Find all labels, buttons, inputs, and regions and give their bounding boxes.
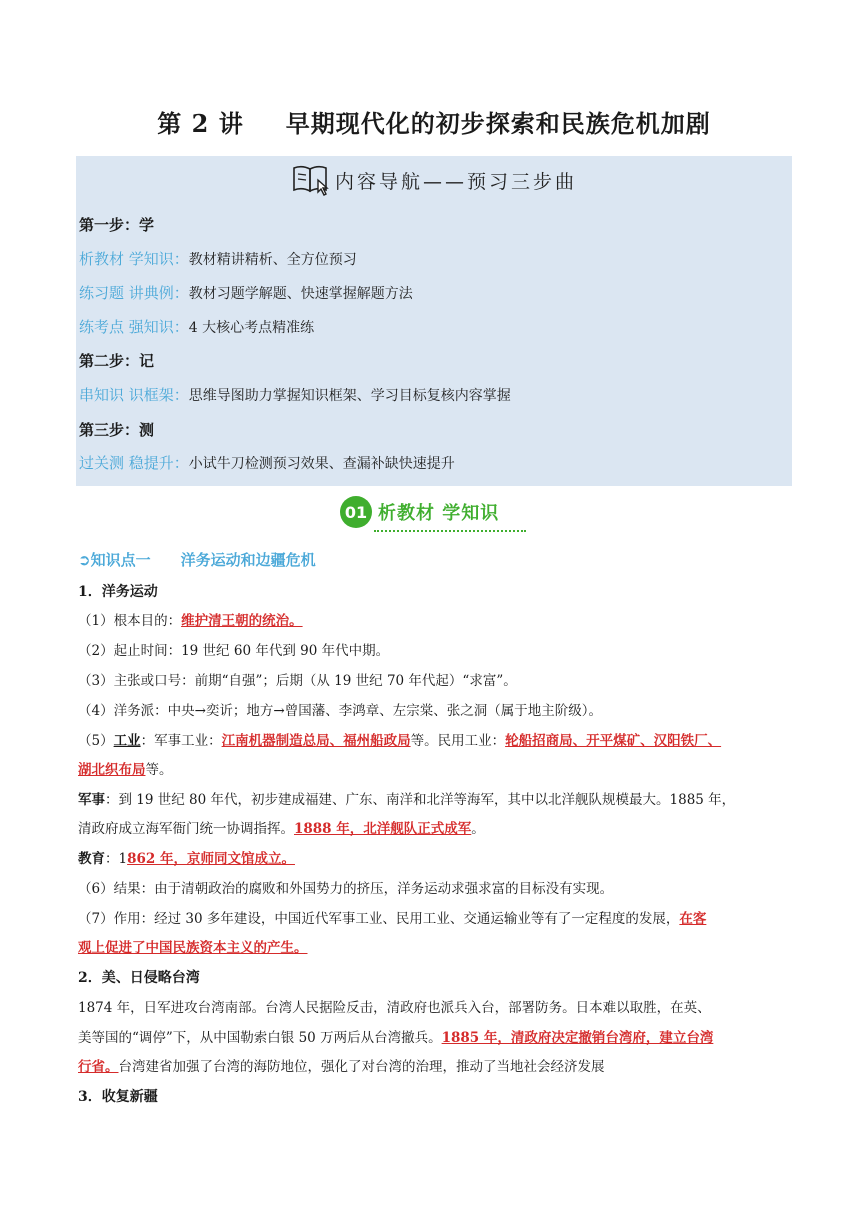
highlight-span: 行省。 (78, 1059, 119, 1075)
para-taiwan-1: 1874 年，日军进攻台湾南部。台湾人民据险反击，清政府也派兵入台，部署防务。日本难以取胜，在英、 (78, 1000, 711, 1016)
para-industry-cont (78, 760, 798, 780)
nav-row-framework-value: 思维导图助力掌握知识框架、学习目标复核内容掌握 (188, 388, 511, 404)
para-taiwan-3 (78, 1057, 798, 1077)
para-taiwan-2 (78, 1028, 798, 1048)
knowledge-point-label: ➲知识点一 (78, 551, 151, 569)
text-span: 台湾建省加强了台湾的海防地位，强化了对台湾的治理，推动了当地社会经济发展 (118, 1059, 605, 1075)
para-purpose (78, 611, 798, 631)
nav-row-practice (79, 283, 413, 304)
bold-span: 军事 (78, 792, 105, 808)
para-effect-cont (78, 938, 798, 958)
para-military (78, 790, 798, 810)
bold-span: 教育 (78, 851, 105, 867)
nav-row-points-key: 练考点 强知识： (79, 318, 189, 336)
text-span: 等。 (145, 762, 173, 778)
text-span: ：1 (105, 851, 128, 867)
navigation-header (76, 160, 792, 200)
nav-row-test-key: 过关测 稳提升： (79, 454, 189, 472)
nav-row-practice-key: 练习题 讲典例： (79, 284, 189, 302)
book-pointer-icon (291, 162, 331, 198)
highlight-span: 1888 年，北洋舰队正式成军 (294, 821, 472, 837)
nav-row-points (79, 317, 314, 338)
para-education (78, 849, 798, 869)
para-result: （6）结果：由于清朝政治的腐败和外国势力的挤压，洋务运动求强求富的目标没有实现。 (78, 881, 614, 897)
highlight-span: 在客 (679, 911, 707, 927)
para-industry (78, 731, 798, 751)
lesson-title-text: 早期现代化的初步探索和民族危机加剧 (285, 109, 711, 138)
text-span: ：军事工业： (140, 733, 222, 749)
heading-taiwan: 2．美、日侵略台湾 (78, 970, 200, 986)
nav-row-study-key: 析教材 学知识： (79, 250, 189, 268)
para-slogan: （3）主张或口号：前期“自强”；后期（从 19 世纪 70 年代起）“求富”。 (78, 673, 517, 689)
step-one-heading: 第一步：学 (79, 216, 155, 234)
navigation-title: 内容导航——预习三步曲 (334, 170, 577, 193)
heading-westernization: 1．洋务运动 (78, 584, 158, 600)
section-number-badge: 01 (340, 496, 372, 528)
highlight-span: 轮船招商局、开平煤矿、汉阳铁厂、 (505, 733, 722, 749)
highlight-span: 湖北织布局 (78, 762, 146, 778)
text-span: 美等国的“调停”下，从中国勒索白银 50 万两后从台湾撤兵。 (78, 1030, 442, 1046)
step-two-heading: 第二步：记 (79, 352, 155, 370)
heading-xinjiang: 3．收复新疆 (78, 1089, 158, 1105)
text-span: 。 (471, 821, 485, 837)
step-three-heading: 第三步：测 (79, 421, 155, 439)
nav-row-practice-value: 教材习题学解题、快速掌握解题方法 (188, 286, 413, 302)
lesson-title (0, 104, 868, 139)
text-span: （1）根本目的： (78, 613, 182, 629)
nav-row-points-value: 4 大核心考点精准练 (188, 320, 315, 336)
para-effect (78, 909, 798, 929)
highlight-span: 862 年，京师同文馆成立。 (127, 851, 295, 867)
para-faction: （4）洋务派：中央→奕䜣；地方→曾国藩、李鸿章、左宗棠、张之洞（属于地主阶级）。 (78, 703, 602, 719)
para-military-cont (78, 819, 798, 839)
nav-row-test-value: 小试牛刀检测预习效果、查漏补缺快速提升 (188, 456, 455, 472)
content-navigation-box (76, 156, 792, 486)
text-span: （7）作用：经过 30 多年建设，中国近代军事工业、民用工业、交通运输业等有了一定程度的发展， (78, 911, 680, 927)
text-span: ：到 19 世纪 80 年代，初步建成福建、广东、南洋和北洋等海军，其中以北洋舰队规模最大。1885 年， (105, 792, 736, 808)
highlight-span: 1885 年，清政府决定撤销台湾府，建立台湾 (441, 1030, 714, 1046)
lesson-number: 第 2 讲 (157, 109, 244, 138)
section-badge-title: 析教材 学知识 (378, 503, 500, 524)
nav-row-test (79, 453, 455, 474)
text-span: 等。民用工业： (410, 733, 506, 749)
section-badge-underline (374, 530, 526, 532)
highlight-span: 维护清王朝的统治。 (181, 613, 303, 629)
nav-row-framework (79, 385, 511, 406)
para-period: （2）起止时间：19 世纪 60 年代到 90 年代中期。 (78, 643, 390, 659)
highlight-span: 观上促进了中国民族资本主义的产生。 (78, 940, 308, 956)
knowledge-point-title: 洋务运动和边疆危机 (180, 551, 316, 569)
bold-span: 工业 (113, 733, 141, 749)
highlight-span: 江南机器制造总局、福州船政局 (221, 733, 411, 749)
text-span: （5） (78, 733, 114, 749)
nav-row-study (79, 249, 357, 270)
text-span: 清政府成立海军衙门统一协调指挥。 (78, 821, 294, 837)
nav-row-study-value: 教材精讲精析、全方位预习 (188, 252, 357, 268)
knowledge-point-heading (78, 549, 316, 570)
nav-row-framework-key: 串知识 识框架： (79, 386, 189, 404)
section-badge (340, 494, 499, 530)
